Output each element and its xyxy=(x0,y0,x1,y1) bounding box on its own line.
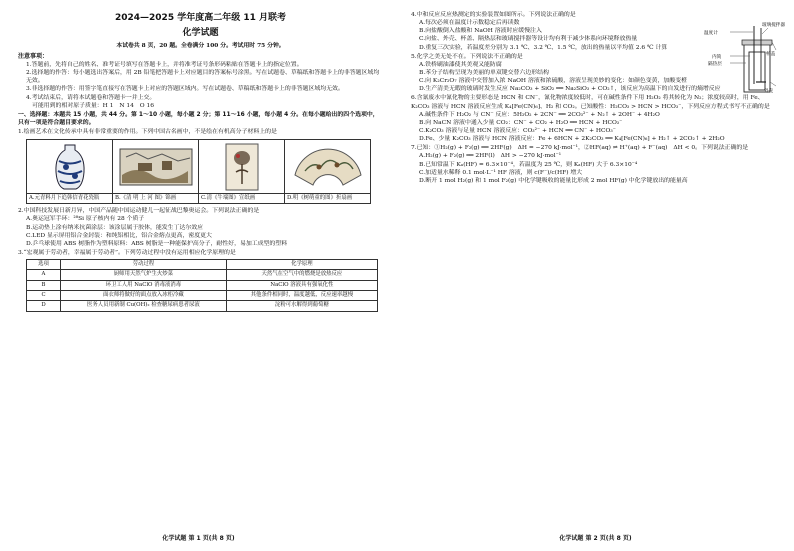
calorimeter-diagram xyxy=(700,22,785,96)
q1-option-a-label: A.元青料月下追韩信青花瓷瓶 xyxy=(29,195,100,202)
exam-page-2 xyxy=(397,0,794,551)
question-4: 4.中和反应反应热测定的实验装置如图所示。下列说法正确的是 xyxy=(411,12,576,18)
q7-option-d: D.断开 1 mol H₂(g) 和 1 mol F₂(g) 中化学键吸收的能量比形成 2 mol HF(g) 中化学键放出的能量高 xyxy=(419,177,688,184)
q6-option-d: D.Fe、少量 K₂CO₃ 溶液与 HCN 溶液反应：Fe + 6HCN + 2K₂CO₃ ══ K₄[Fe(CN)₆] + H₂↑ + 2CO₂↑ + 2H₂O xyxy=(419,136,725,143)
note-2: 2.选择题的作答：每小题选出答案后，用 2B 铅笔把答题卡上对应题目的答案标号涂黑。写在试题卷、草稿纸和答题卡上的非答题区域均无效。 xyxy=(26,70,380,85)
table-cell: 环卫工人用 NaClO 消毒液消毒 xyxy=(61,280,227,290)
q1-option-d xyxy=(285,140,370,203)
table-header-cell: 化学原理 xyxy=(226,260,377,270)
table-row xyxy=(27,301,378,311)
q6-option-c: C.K₂CO₃ 溶液与足量 HCN 溶液反应：CO₃²⁻ + HCN ══ CN⁻ + HCO₃⁻ xyxy=(419,127,616,134)
table-cell: B xyxy=(27,280,61,290)
q1-image-options xyxy=(26,139,371,204)
section-1-header: 一、选择题：本题共 15 小题，共 44 分。第 1～10 小题，每小题 2 分；第 11～16 小题，每小题 4 分。在每小题给出的四个选项中，只有一项是符合题目要求的。 xyxy=(18,111,379,127)
q1-option-d-label: D.明《树萌童的图》折扇画 xyxy=(287,195,353,202)
q6-option-b: B.向 NaCN 溶液中通入少量 CO₂：CN⁻ + CO₂ + H₂O ══ HCN + HCO₃⁻ xyxy=(419,119,623,126)
table-header-row xyxy=(27,260,378,270)
question-3: 3.“宏观属于劳动者，幸福属于劳动者”。下列劳动过程中没有运用相应化学原理的是 xyxy=(18,250,236,257)
q2-option-a: A.奥运冠军手环：²⁸Si 原子核内有 28 个质子 xyxy=(26,216,145,223)
note-1: 1.答题前，先将自己的姓名、准考证号填写在答题卡上，并将准考证号条形码粘贴在答题卡上的指定位置。 xyxy=(26,62,303,69)
label-insulation: 隔热层 xyxy=(708,62,722,67)
q4-option-c: C.向盐、外壳、杯盖、隔热层和玻璃搅拌器等设计均有利于减少体系向环境释放热量 xyxy=(419,36,638,43)
table-row xyxy=(27,270,378,280)
q7-option-a: A.H₂(g) + F₂(g) ══ 2HF(l) ΔH > −270 kJ·mol⁻¹ xyxy=(419,153,562,160)
table-cell: 淀粉可水解得到葡萄糖 xyxy=(226,301,377,311)
q7-option-b: B.已知常温下 Kₐ(HF) = 6.3×10⁻⁴，若温度为 25 ℃，则 Kₐ(HF) 大于 6.3×10⁻⁴ xyxy=(419,161,638,168)
q1-option-c-label: C.清《牛端图》宣纸画 xyxy=(201,195,256,202)
table-cell: NaClO 溶液具有强氧化性 xyxy=(226,280,377,290)
label-inner-cup: 内筒 xyxy=(712,55,722,60)
exam-title: 2024—2025 学年度高二年级 11 月联考 xyxy=(114,13,287,23)
table-cell: 天然气在空气中的燃烧是放热反应 xyxy=(226,270,377,280)
table-header-cell: 选项 xyxy=(27,260,61,270)
scroll-painting-image xyxy=(113,140,198,194)
q4-option-d: D.重复三次实验，若温度差分别为 3.1 ℃、3.2 ℃、1.5 ℃，放出的热量以平均值 2.6 ℃ 计算 xyxy=(419,44,668,51)
page-2-footer: 化学试题 第 2 页(共 8 页) xyxy=(559,534,632,542)
q3-table xyxy=(26,259,378,311)
table-header-cell: 劳动过程 xyxy=(61,260,227,270)
note-3: 3.非选择题的作答：用签字笔直接写在答题卡上对应的答题区域内。写在试题卷、草稿纸和答题卡上的非答题区域均无效。 xyxy=(26,86,344,93)
label-outer-shell: 外壳 xyxy=(764,89,774,94)
q5-option-b: B.苯分子结构呈现为美丽的单双键交替六边形结构 xyxy=(419,69,549,76)
table-row xyxy=(27,280,378,290)
q6-option-a: A.碱性条件下 H₂O₂ 与 CN⁻ 反应：5H₂O₂ + 2CN⁻ ══ 2CO₃²⁻ + N₂↑ + 2OH⁻ + 4H₂O xyxy=(419,111,660,118)
q5-option-a: A.铁桥刷油漆使其美观又能防腐 xyxy=(419,61,502,68)
label-thermometer: 温度计 xyxy=(704,31,718,36)
page-1-footer: 化学试题 第 1 页(共 8 页) xyxy=(162,534,235,542)
q4-option-b: B.向盐酸倒入盐酸和 NaOH 溶液时应缓慢注入 xyxy=(419,28,542,35)
label-lid: 杯盖 xyxy=(766,52,776,57)
question-6: 6.含氰废水中氰化物的主要形态是 HCN 和 CN⁻，氰化物浓度较低时，可在碱性条件下用 H₂O₂ 将其转化为 N₂；浓度较高时，用 Fe、K₂CO₃ 溶液与 HCN 溶液反应生成 K₄[Fe(CN)₆]、H₂ 和 CO₂。已知酸性：H₂CO₃ > HCN > HCO₃⁻，下列反应方程式书写不正确的是 xyxy=(411,95,770,110)
exam-subtitle: 化学试题 xyxy=(182,28,219,39)
table-cell: 厨师用天然气炉生火炒菜 xyxy=(61,270,227,280)
q2-option-d: D.乒乓球使用 ABS 树脂作为塑料原料：ABS 树脂是一种能保护高分子，耐性好，易加工成型的塑料 xyxy=(26,240,288,247)
q4-option-a: A.每次必须在温度计示数稳定后再读数 xyxy=(419,20,520,27)
vase-image xyxy=(27,140,112,194)
table-cell: 医务人员用新制 Cu(OH)₂ 检查糖尿病患者尿液 xyxy=(61,301,227,311)
table-row xyxy=(27,291,378,301)
table-cell: 其他条件相同时，温度越低，反应速率越慢 xyxy=(226,291,377,301)
exam-info: 本试卷共 8 页，20 题。全卷满分 100 分。考试用时 75 分钟。 xyxy=(116,42,285,49)
atomic-mass: 可能用到的相对原子质量：H 1 N 14 O 16 xyxy=(32,102,154,109)
q7-option-c: C.加适量水稀释 0.1 mol·L⁻¹ HF 溶液，则 c(F⁻)/c(HF) 增大 xyxy=(419,169,583,176)
q2-option-c: C.LED 显示屏用铝合金封装：和纯铝相比，铝合金熔点更高，密度更大 xyxy=(26,232,212,239)
question-1: 1.绘画艺术在文化传承中具有非常重要的作用。下列中国古名画中，不是绘在有机高分子材料上的是 xyxy=(18,129,277,136)
q1-option-a xyxy=(27,140,113,203)
table-cell: D xyxy=(27,301,61,311)
label-glass-stirrer: 玻璃搅拌器 xyxy=(762,23,785,28)
q2-option-b: B.运动垫上涂有纳米抗菌涂层：该涂层属于胶体，能发生丁达尔效应 xyxy=(26,224,204,231)
table-cell: C xyxy=(27,291,61,301)
table-cell: A xyxy=(27,270,61,280)
question-7: 7.已知：①H₂(g) + F₂(g) ══ 2HF(g) ΔH = −270 kJ·mol⁻¹，②HF(aq) ⇌ H⁺(aq) + F⁻(aq) ΔH < 0。下列说法正确的是 xyxy=(411,145,749,152)
fan-painting-image xyxy=(285,140,370,194)
q1-option-b xyxy=(113,140,199,203)
notes-header: 注意事项： xyxy=(18,52,49,60)
q1-option-b-label: B.《清 明 上 河 图》锦画 xyxy=(115,195,177,202)
q5-option-d: D.生产清美无暇的玻璃时发生反应 Na₂CO₃ + SiO₂ ══ Na₂SiO₃ + CO₂↑，该反应为高温下的自发进行的熵增反应 xyxy=(419,86,721,93)
q1-option-c xyxy=(199,140,285,203)
q5-option-c: C.向 K₂Cr₂O₇ 溶液中交替加入浓 NaOH 溶液和浓硫酸，溶液呈现美妙的变化：如颜色变黄，加酸变橙 xyxy=(419,78,687,85)
table-cell: 面衣师将做好的面点放入冰柜冷藏 xyxy=(61,291,227,301)
note-4: 4.考试结束后，请将本试题卷和答题卡一并上交。 xyxy=(26,94,156,101)
question-5: 5.化学之美无处不在。下列说法不正确的是 xyxy=(411,53,523,60)
paper-painting-image xyxy=(199,140,284,194)
question-2: 2.中国科技发展日新月异，中国产品随中国运动健儿一起征战巴黎奥运会。下列说法正确的是 xyxy=(18,208,260,215)
